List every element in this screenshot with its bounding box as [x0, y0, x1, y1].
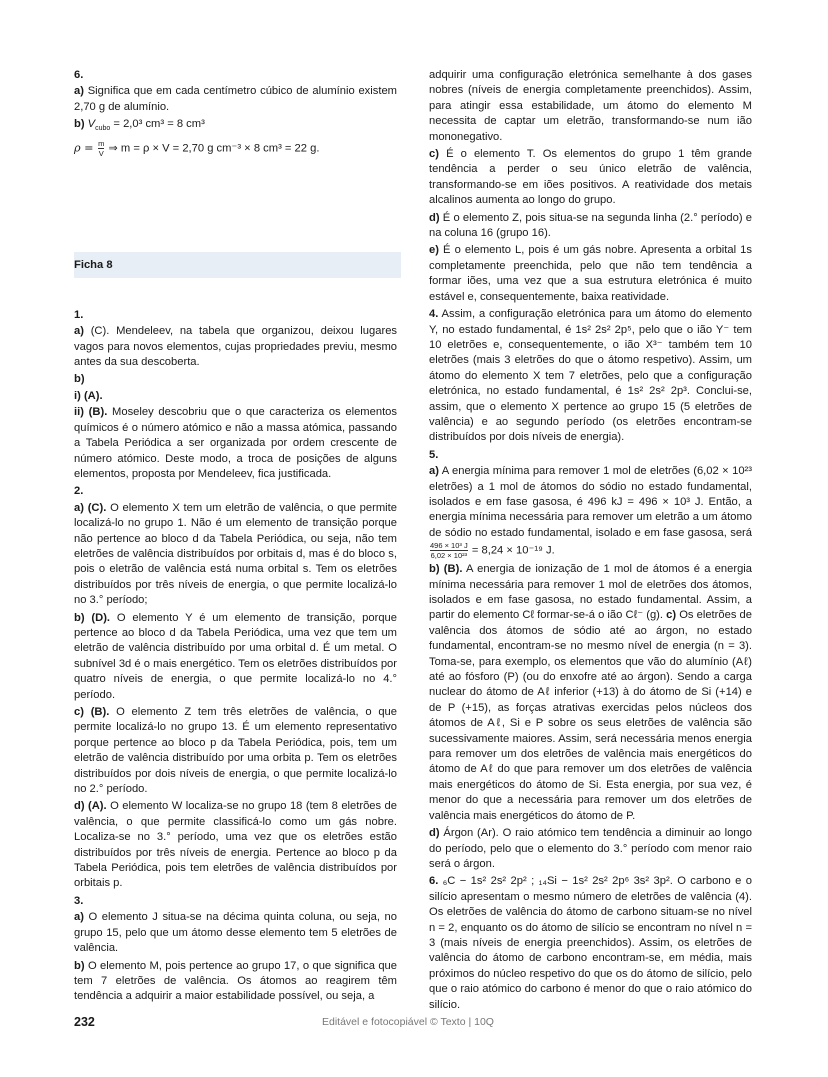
answer-3a: a) O elemento J situa-se na décima quinta coluna, ou seja, no grupo 15, pelo que um átomo desse elemento tem 5 eletrões de valência. — [74, 911, 397, 955]
answer-5d: d) Árgon (Ar). O raio atómico tem tendência a diminuir ao longo do período, pelo que o elemento do 3.° período com menor raio será o árgon. — [429, 827, 752, 870]
answer-2a: a) (C). O elemento X tem um eletrão de valência, o que permite localizá-lo no grupo 1. Não é um elemento de transição porque não pertence ao bloco d da Tabela Periódica, ou seja, não tem eletrões de valência distribuídos por orbitais d, mas é do bloco s, pois o eletrão de valência está numa orbital s. Tem os eletrões distribuídos por três níveis de energia, o que permite localizá-lo no 3.° período; — [74, 501, 397, 607]
answer-6b: b) $V_{cubo} = 2,0^3$ cm³ = 8 cm³ — [74, 118, 205, 133]
answer-5a: a) A energia mínima para remover 1 mol de eletrões (6,02 × 10²³ eletrões) a 1 mol de átomos do sódio no estado fundamental, isolados e em fase gasosa, é 496 kJ = 496 × 10³ J. Então, a energia mínima necessária para remover um eletrão a um átomo de sódio no estado fundamental, isolado e em fase gasosa, será $\frac{\text{496 × 10³ J}}{\text{6,02 × 10²³}}$ = 8,24 × 10⁻¹⁹ J. — [429, 465, 752, 561]
answer-1b-ii: ii) (B). Moseley descobriu que o que caracteriza os elementos químicos é o número atómico e não a massa atómica, passando a Tabela Periódica a ser organizada por ordem crescente de número atómico. Deste modo, a troca de posições de alguns elementos, proposta por Mendeleev, fica justificada. — [74, 406, 397, 480]
question-number: 5. — [429, 448, 439, 461]
question-number: 6. — [74, 69, 84, 81]
question-number: 1. — [74, 308, 84, 321]
answer-1b-label: b) — [74, 373, 85, 386]
density-formula: ρ = $\frac{m}{V}$ ⇒ m = ρ × V = 2,70 g cm⁻³ × 8 cm³ = 22 g. — [74, 138, 320, 158]
answer-5b-5c: b) (B). A energia de ionização de 1 mol de átomos é a energia mínima necessária para remover 1 mol de eletrões dos átomos, isolados e em fase gasosa, no estado fundamental. Assim, a partir do elemento Cℓ formar-se-á o ião Cℓ⁻ (g). c) Os eletrões de valência dos átomos de sódio até ao árgon, no estado fundamental, encontram-se no mesmo nível de energia (n = 3). Toma-se, para exemplo, os elementos que vão do alumínio (Aℓ) até ao fósforo (P) (ou do enxofre até ao árgon). Sendo a carga nuclear do átomo de Aℓ inferior (+13) à do átomo de Si (+14) e de P (+15), as forças atrativas exercidas pelos núcleos dos átomos de Aℓ, Si e P sobre os seus eletrões de valência são sucessivamente maiores. Assim, será necessária menos energia para remover um dos eletrões de valência mais energéticos do átomo de Aℓ do que para remover um dos eletrões de valência mais energéticos do átomo de Si. Esta energia, por sua vez, é menor do que a necessária para remover um dos eletrões de valência mais energéticos do átomo de P. — [429, 563, 752, 822]
answer-4: 4. Assim, a configuração eletrónica para um átomo do elemento Y, no estado fundamental, é 1s² 2s² 2p⁵, pelo que o ião Y⁻ tem 10 eletrões e, consequentemente, o ião X³⁻ também tem 10 eletrões (mais 3 eletrões do que o átomo respetivo). Assim, um átomo do elemento X tem 7 eletrões, pelo que a configuração eletrónica, no estado fundamental, é 1s² 2s² 2p³. Conclui-se, assim, que o elemento X pertence ao grupo 15 (5 eletrões de valência) e ao segundo período (os eletrões encontram-se distribuídos por dois níveis de energia). — [429, 308, 752, 444]
answer-3c: c) É o elemento T. Os elementos do grupo 1 têm grande tendência a perder o seu único eletrão de valência, transformando-se em iões positivos. A reatividade dos metais alcalinos aumenta ao longo do grupo. — [429, 148, 752, 207]
answer-2d: d) (A). O elemento W localiza-se no grupo 18 (tem 8 eletrões de valência, o que permite classificá-lo como um gás nobre. Localiza-se no 3.° período, uma vez que os eletrões estão distribuídos por três níveis de energia. Pertence ao bloco p da Tabela Periódica, pois tem eletrões de valência distribuídos por orbitais p. — [74, 800, 398, 890]
answer-6a: a) Significa que em cada centímetro cúbico de alumínio existem 2,70 g de alumínio. — [74, 85, 397, 113]
answer-3b-continued: adquirir uma configuração eletrónica semelhante à dos gases nobres (níveis de energia completamente preenchidos). Assim, para atingir essa estabilidade, um átomo do elemento M necessita de captar um eletrão, transformando-se num ião mononegativo. — [429, 69, 752, 143]
section-header-ficha-8: Ficha 8 — [74, 252, 401, 278]
answer-2b: b) (D). O elemento Y é um elemento de transição, porque pertence ao bloco d da Tabela Periódica, uma vez que tem um eletrão de valência distribuído por uma orbital d. É um metal. O subnível 3d é o mais energético. Tem os eletrões distribuídos por quatro níveis de energia, o que permite localizá-lo no 4.° período. — [74, 611, 397, 701]
mass-volume-fraction: $\frac{m}{V}$ — [98, 138, 105, 158]
answer-2c: c) (B). O elemento Z tem três eletrões de valência, o que permite localizá-lo no grupo 13. É um elemento representativo porque pertence ao bloco p da Tabela Periódica, pois, tem um eletrão de valência distribuído por uma orbita p. Tem os eletrões distribuídos por dois níveis de energia, o que permite localizá-lo no 2.° período. — [74, 706, 397, 796]
answer-3e: e) É o elemento L, pois é um gás nobre. Apresenta a orbital 1s completamente preenchida, pelo que não tem tendência a formar iões, uma vez que a sua estrutura eletrónica é muito estável e, consequentemente, baixa reatividade. — [429, 244, 753, 303]
answer-1a: a) (C). Mendeleev, na tabela que organizou, deixou lugares vagos para novos elementos, cujas propriedades previu, mesmo antes da sua descoberta. — [74, 325, 398, 369]
answer-1b-i: i) (A). — [74, 389, 103, 402]
copyright-credit: Editável e fotocopiável © Texto | 10Q — [322, 1016, 494, 1028]
energy-fraction: $\frac{\text{496 × 10³ J}}{\text{6,02 × 10²³}}$ — [430, 541, 468, 561]
question-number: 2. — [74, 485, 84, 498]
answer-3b: b) O elemento M, pois pertence ao grupo 17, o que significa que tem 7 eletrões de valência. Os átomos ao reagirem têm tendência a adquirir a maior estabilidade possível, ou seja, a — [74, 959, 397, 1003]
question-number: 3. — [74, 894, 84, 907]
right-column — [429, 68, 752, 1015]
page-number: 232 — [74, 1015, 95, 1029]
answer-3d: d) É o elemento Z, pois situa-se na segunda linha (2.° período) e na coluna 16 (grupo 16). — [429, 211, 753, 240]
left-column — [74, 68, 397, 1007]
answer-6: 6. ₆C − 1s² 2s² 2p² ; ₁₄Si − 1s² 2s² 2p⁶ 3s² 3p². O carbono e o silício apresentam o mesmo número de eletrões de valência (4). Os eletrões de valência do átomo de carbono situam-se no nível n = 2, enquanto os do átomo de silício se encontram no nível n = 3 (mais níveis de energia preenchidos). Assim, os eletrões de valência do átomo de carbono encontram-se, em média, mais próximos do núcleo respetivo do que os do átomo de silício, pelo que o raio atómico do carbono é menor do que o raio atómico do silício. — [429, 875, 752, 1011]
